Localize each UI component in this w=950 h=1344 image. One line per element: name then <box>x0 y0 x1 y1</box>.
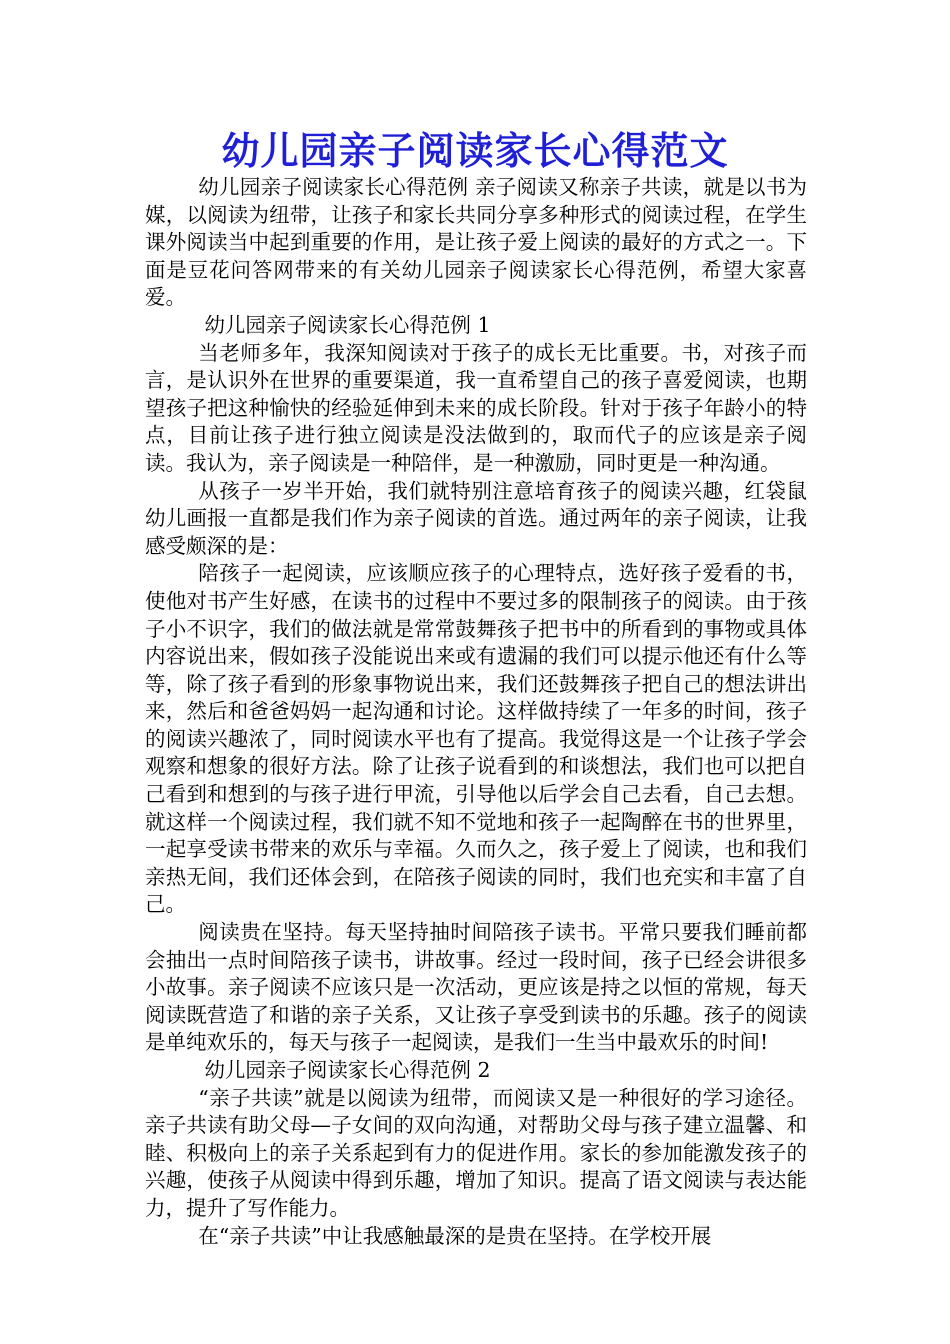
paragraph: “亲子共读”就是以阅读为纽带，而阅读又是一种很好的学习途径。亲子共读有助父母—子女间的双向沟通，对帮助父母与孩子建立温馨、和睦、积极向上的亲子关系起到有力的促进作用。家长的参加能激发孩子的兴趣，使孩子从阅读中得到乐趣，增加了知识。提高了语文阅读与表达能力，提升了写作能力。 <box>145 1085 807 1220</box>
section-heading-example-2: 幼儿园亲子阅读家长心得范例 2 <box>204 1058 491 1082</box>
section-heading-example-1: 幼儿园亲子阅读家长心得范例 1 <box>204 312 491 337</box>
paragraph: 当老师多年，我深知阅读对于孩子的成长无比重要。书，对孩子而言，是认识外在世界的重要渠道，我一直希望自己的孩子喜爱阅读，也期望孩子把这种愉快的经验延伸到未来的成长阶段。针对于孩子年龄小的特点，目前让孩子进行独立阅读是没法做到的，取而代子的应该是亲子阅读。我认为，亲子阅读是一种陪伴，是一种激励，同时更是一种沟通。 <box>145 340 807 475</box>
paragraph-intro: 幼儿园亲子阅读家长心得范例 亲子阅读又称亲子共读，就是以书为媒，以阅读为纽带，让孩子和家长共同分享多种形式的阅读过程，在学生课外阅读当中起到重要的作用，是让孩子爱上阅读的最好的方式之一。下面是豆花问答网带来的有关幼儿园亲子阅读家长心得范例，希望大家喜爱。 <box>145 175 807 310</box>
paragraph: 从孩子一岁半开始，我们就特别注意培育孩子的阅读兴趣，红袋鼠幼儿画报一直都是我们作为亲子阅读的首选。通过两年的亲子阅读，让我感受颇深的是： <box>145 478 807 558</box>
paragraph: 阅读贵在坚持。每天坚持抽时间陪孩子读书。平常只要我们睡前都会抽出一点时间陪孩子读书，讲故事。经过一段时间，孩子已经会讲很多小故事。亲子阅读不应该只是一次活动，更应该是持之以恒的常规，每天阅读既营造了和谐的亲子关系，又让孩子享受到读书的乐趣。孩子的阅读是单纯欢乐的，每天与孩子一起阅读，是我们一生当中最欢乐的时间! <box>145 920 807 1055</box>
document-body <box>145 174 807 1250</box>
paragraph: 陪孩子一起阅读，应该顺应孩子的心理特点，选好孩子爱看的书，使他对书产生好感，在读书的过程中不要过多的限制孩子的阅读。由于孩子小不识字，我们的做法就是常常鼓舞孩子把书中的所看到的事物或具体内容说出来，假如孩子没能说出来或有遗漏的我们可以提示他还有什么等等，除了孩子看到的形象事物说出来，我们还鼓舞孩子把自己的想法讲出来，然后和爸爸妈妈一起沟通和讨论。这样做持续了一年多的时间，孩子的阅读兴趣浓了，同时阅读水平也有了提高。我觉得这是一个让孩子学会观察和想象的很好方法。除了让孩子说看到的和谈想法，我们也可以把自己看到和想到的与孩子进行甲流，引导他以后学会自己去看，自己去想。就这样一个阅读过程，我们就不知不觉地和孩子一起陶醉在书的世界里，一起享受读书带来的欢乐与幸福。久而久之，孩子爱上了阅读，也和我们亲热无间，我们还体会到，在陪孩子阅读的同时，我们也充实和丰富了自己。 <box>145 561 807 917</box>
page-title: 幼儿园亲子阅读家长心得范文 <box>221 128 729 173</box>
paragraph: 在“亲子共读”中让我感触最深的是贵在坚持。在学校开展 <box>198 1223 712 1248</box>
